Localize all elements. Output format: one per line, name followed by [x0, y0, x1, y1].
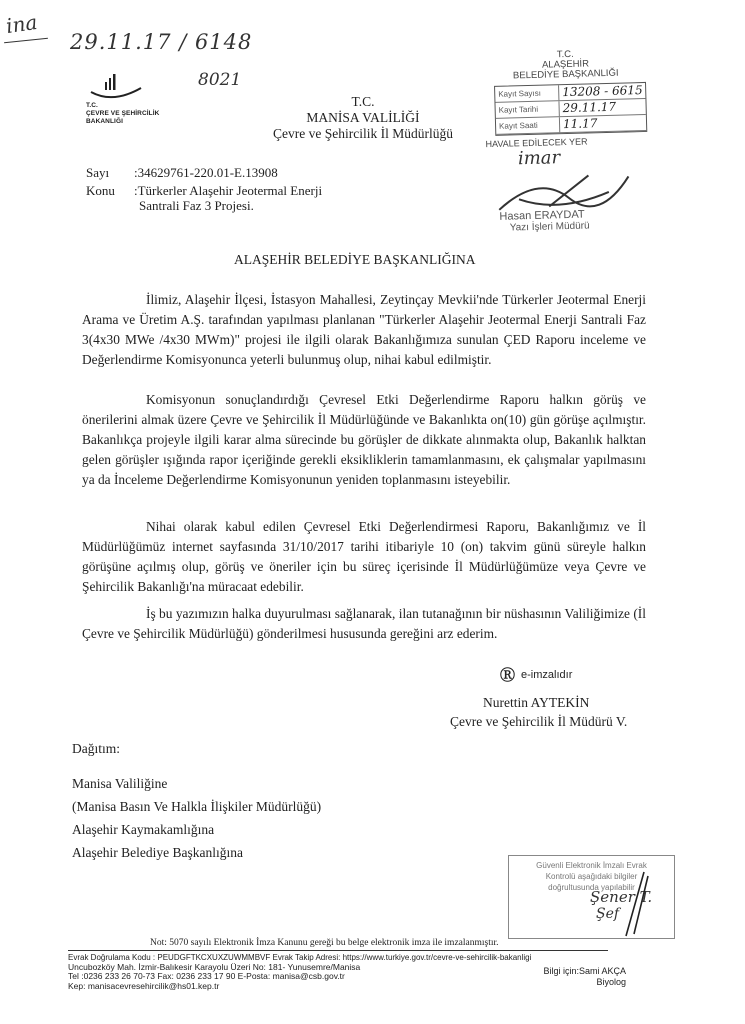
ministry-logo	[83, 70, 163, 104]
distribution-heading: Dağıtım:	[72, 741, 120, 756]
signature-block	[450, 664, 670, 730]
konu-label: Konu	[86, 183, 115, 198]
esign-label: e-imzalıdır	[521, 668, 573, 681]
sayi-value: :34629761-220.01-E.13908	[134, 165, 278, 180]
address-line: Uncubozköy Mah. İzmir-Balıkesir Karayolu Üzeri No: 181- Yunusemre/Manisa	[68, 961, 361, 972]
header-directorate: Çevre ve Şehircilik İl Müdürlüğü	[273, 126, 453, 141]
footer-contact	[68, 953, 558, 991]
body-paragraph: İlimiz, Alaşehir İlçesi, İstasyon Mahallesi, Zeytinçay Mevkii'nde Türkerler Jeotermal Enerji Arama ve Üretim A.Ş. tarafından yapılması planlanan "Türkerler Alaşehir Jeotermal Enerji Santrali Faz 3(4x30 MWe /4x30 MWm)" projesi ile ilgili olarak Bakanlığımıza sunulan ÇED Raporu inceleme ve Değerlendirme Komisyonunca yeterli bulunmuş olup, nihai kabul edilmiştir.	[82, 292, 646, 367]
stamp-signer-title: Yazı İşleri Müdürü	[509, 220, 590, 234]
stamp-row: Kayıt Saati 11.17	[496, 115, 646, 135]
handwritten-date-number: 29.11.17 / 6148	[70, 30, 253, 54]
konu-value-cont: Santrali Faz 3 Projesi.	[139, 198, 254, 213]
stamp-title-tc: T.C.	[556, 48, 574, 61]
body-paragraph: Komisyonun sonuçlandırdığı Çevresel Etki Değerlendirme Raporu halkın görüş ve önerilerini almak üzere Çevre ve Şehircilik İl Müdürlüğünde ve Bakanlıkta on(10) gün görüşe açılmıştır. Bakanlıkça projeyle ilgili karar alma sürecinde bu görüşler de dikkate alınmakta olup, Bakanlık halktan gelen görüşler ışığında rapor içeriğinde gerekli eksikliklerin tamamlanmasını, ek çalışmalar yapılmasını ya da İnceleme Değerlendirme Komisyonunun yeniden toplanmasını isteyebilir.	[82, 392, 646, 487]
body-paragraph: Nihai olarak kabul edilen Çevresel Etki Değerlendirmesi Raporu, Bakanlığımız ve İl Müdürlüğümüz internet sayfasında 31/10/2017 tarihi itibariyle 10 (on) takvim günü süreyle halkın görüşüne açılmış olup, görüş ve öneriler için bu süreç içerisinde İl Müdürlüğümüze veya Çevre ve Şehircilik Bakanlığı'na müracaat edebilir.	[82, 519, 646, 594]
kep-line: Kep: manisacevresehircilik@hs01.kep.tr	[68, 980, 220, 991]
footer-info	[543, 966, 626, 988]
handwritten-sub-number: 8021	[198, 70, 242, 90]
footer-note: Not: 5070 sayılı Elektronik İmza Kanunu gereği bu belge elektronik imza ile imzalanmıştır.	[150, 938, 499, 948]
stamp-title-town: ALAŞEHİR	[541, 58, 590, 71]
distribution-list	[72, 772, 321, 864]
handwritten-note: ina	[4, 9, 39, 39]
signer-title: Çevre ve Şehircilik İl Müdürü V.	[450, 714, 628, 729]
handwritten-approver-name: Şener T.	[590, 888, 653, 906]
handwritten-approver-title: Şef	[596, 906, 620, 922]
distribution-item: (Manisa Basın Ve Halkla İlişkiler Müdürlüğü)	[72, 799, 322, 814]
distribution-item: Manisa Valiliğine	[72, 776, 168, 791]
letter-meta	[86, 165, 386, 213]
stamp-signer-name: Hasan ERAYDAT	[499, 208, 585, 223]
ministry-logo-icon	[83, 70, 163, 104]
distribution-item: Alaşehir Belediye Başkanlığına	[72, 845, 243, 860]
stamp-table	[494, 82, 647, 136]
addressee: ALAŞEHİR BELEDİYE BAŞKANLIĞINA	[234, 252, 476, 267]
stamp-title-municipality: BELEDİYE BAŞKANLIĞI	[512, 67, 619, 82]
header-governorship: MANİSA VALİLİĞİ	[306, 110, 420, 125]
stamp-havale-value: imar	[517, 147, 561, 170]
info-contact: Bilgi için:Sami AKÇA	[543, 966, 626, 976]
e-signature-icon: Ⓡ	[500, 667, 516, 684]
letter-header	[238, 94, 488, 142]
esignature-verification-stamp: Güvenli Elektronik İmzalı Evrak Kontrolü aşağıdaki bilgiler doğrultusunda yapılabilir	[508, 855, 675, 939]
sayi-label: Sayı	[86, 165, 110, 180]
body-paragraph: İş bu yazımızın halka duyurulması sağlanarak, ilan tutanağının bir nüshasının Valiliğimize (İl Çevre ve Şehircilik Müdürlüğü) gönderilmesi hususunda gereğini arz ederim.	[82, 606, 646, 641]
distribution-item: Alaşehir Kaymakamlığına	[72, 822, 215, 837]
registration-stamp	[475, 48, 661, 273]
stamp-havale-label: HAVALE EDİLECEK YER	[485, 136, 588, 150]
stamp-row: Kayıt Sayısı 13208 - 6615	[495, 83, 645, 103]
verification-code: Evrak Doğrulama Kodu : PEUDGFTKCXUXZUWMMBVF Evrak Takip Adresi: https://www.turkiye.gov.tr/cevre-ve-sehircilik-bakanligi	[68, 953, 532, 962]
phone-line: Tel :0236 233 26 70-73 Fax: 0236 233 17 90 E-Posta: manisa@csb.gov.tr	[68, 971, 345, 981]
footer-divider	[68, 950, 608, 951]
header-tc: T.C.	[351, 94, 375, 109]
stamp-row: Kayıt Tarihi 29.11.17	[495, 99, 645, 119]
info-title: Biyolog	[596, 977, 626, 987]
signer-name: Nurettin AYTEKİN	[483, 695, 590, 710]
konu-value: :Türkerler Alaşehir Jeotermal Enerji	[134, 183, 323, 198]
handwritten-underline	[4, 38, 48, 44]
approver-signature-icon	[622, 870, 652, 940]
ministry-logo-text: T.C. ÇEVRE VE ŞEHİRCİLİK BAKANLIĞI	[86, 102, 160, 125]
